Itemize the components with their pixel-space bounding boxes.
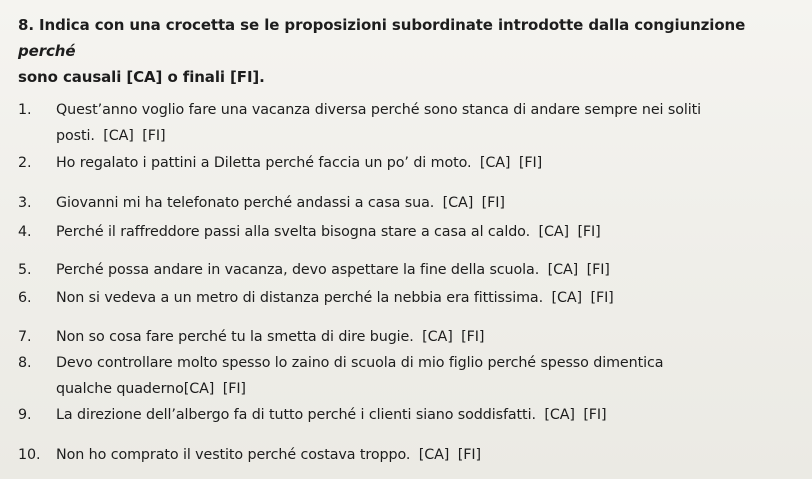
item-line [56,257,610,283]
item-text-cont[interactable]: qualche quaderno[CA] [56,381,215,397]
item-number: 3. [18,195,32,211]
option-ca[interactable]: [CA] [547,262,579,278]
item-text: La direzione dell’albergo fa di tutto perché i clienti siano soddisfatti. [56,407,536,423]
option-fi[interactable]: [FI] [518,155,543,171]
title-main: 8. Indica con una crocetta se le proposizioni subordinate introdotte dalla congiunzione [18,16,746,34]
item-line [56,219,601,245]
option-fi[interactable]: [FI] [142,128,166,144]
title-emphasis: perché [18,42,76,60]
option-ca[interactable]: [CA] [418,447,450,463]
option-ca[interactable]: [CA] [551,290,583,306]
item-number: 5. [18,262,32,278]
item-text: Non si vedeva a un metro di distanza perché la nebbia era fittissima. [56,290,544,306]
item-text: Giovanni mi ha telefonato perché andassi a casa sua. [56,195,435,211]
item-number: 2. [18,155,32,171]
item-line [56,402,607,428]
option-fi[interactable]: [FI] [457,447,481,463]
exercise-title [18,12,798,90]
item-line [56,190,505,216]
item-text: Non so cosa fare perché tu la smetta di dire bugie. [56,329,414,345]
option-ca[interactable]: [CA] [479,155,511,171]
item-text: Quest’anno voglio fare una vacanza diversa perché sono stanca di andare sempre nei soliti [56,102,701,118]
item-line [56,285,614,311]
item-text: Devo controllare molto spesso lo zaino di scuola di mio figlio perché spesso dimentica [56,355,664,371]
item-continuation [56,123,165,149]
item-number: 1. [18,102,32,118]
option-fi[interactable]: [FI] [222,381,246,397]
option-ca[interactable]: [CA] [538,224,569,240]
title-line2: sono causali [CA] o finali [FI]. [18,68,265,86]
item-text: Perché possa andare in vacanza, devo aspettare la fine della scuola. [56,262,540,278]
item-text-cont: posti. [56,128,95,144]
item-number: 7. [18,329,32,345]
option-ca[interactable]: [CA] [422,329,453,345]
item-text: Non ho comprato il vestito perché costava troppo. [56,447,411,463]
item-text: Perché il raffreddore passi alla svelta bisogna stare a casa al caldo. [56,224,531,240]
item-number: 6. [18,290,32,306]
option-fi[interactable]: [FI] [586,262,610,278]
option-ca[interactable]: [CA] [103,128,134,144]
item-line [56,150,542,176]
option-fi[interactable]: [FI] [590,290,614,306]
item-line [56,324,484,350]
item-number: 10. [18,447,41,463]
item-line [56,442,481,468]
item-continuation [56,376,246,402]
item-text: Ho regalato i pattini a Diletta perché faccia un po’ di moto. [56,155,472,171]
item-number: 9. [18,407,32,423]
option-ca[interactable]: [CA] [544,407,575,423]
option-fi[interactable]: [FI] [577,224,601,240]
option-fi[interactable]: [FI] [461,329,485,345]
option-fi[interactable]: [FI] [481,195,505,211]
option-fi[interactable]: [FI] [583,407,607,423]
option-ca[interactable]: [CA] [442,195,474,211]
item-number: 8. [18,355,32,371]
item-number: 4. [18,224,32,240]
